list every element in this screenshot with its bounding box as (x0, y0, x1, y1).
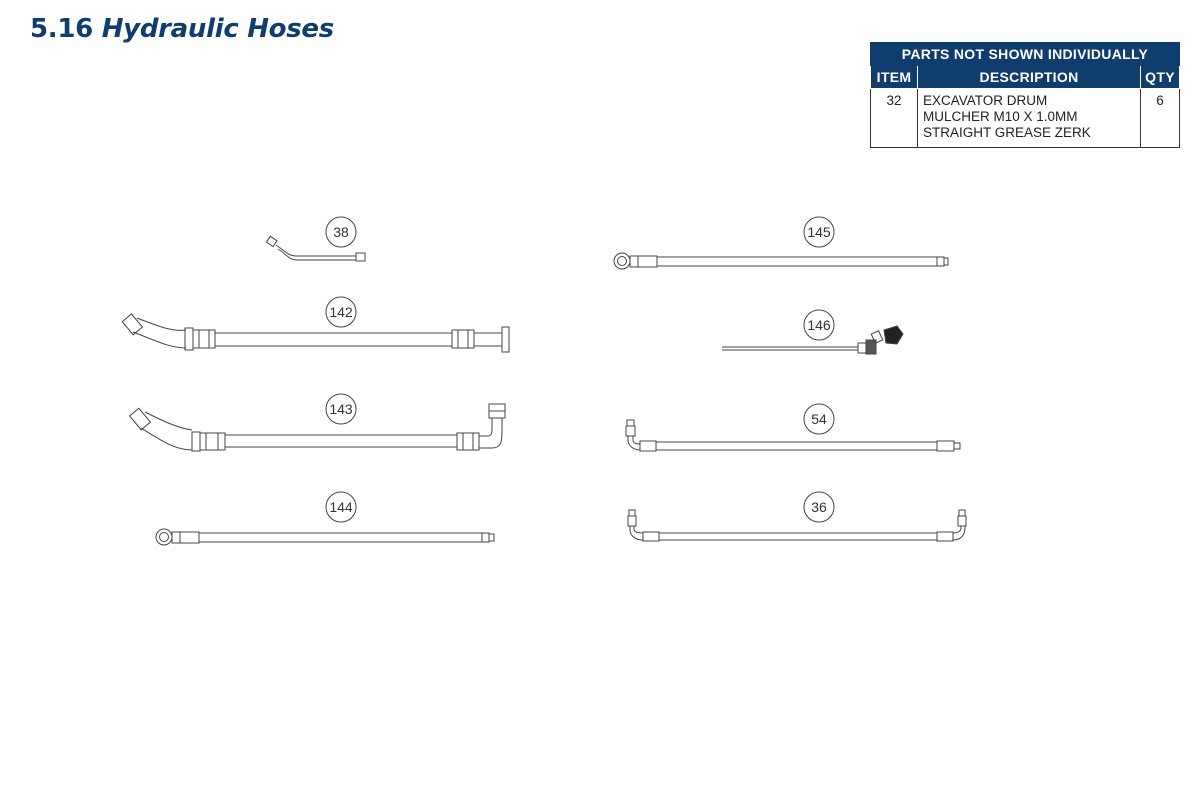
callout-145 (804, 217, 834, 247)
item-number-cell: 32 (871, 89, 918, 148)
hose-145 (614, 217, 948, 269)
callout-142 (326, 297, 356, 327)
hose-144 (156, 492, 494, 545)
callout-144 (326, 492, 356, 522)
callout-36 (804, 492, 834, 522)
section-name: Hydraulic Hoses (101, 14, 334, 44)
hose-142 (122, 297, 509, 352)
hose-143 (130, 394, 505, 451)
column-header-description: DESCRIPTION (918, 66, 1141, 89)
callout-146 (804, 310, 834, 340)
svg-text:143: 143 (329, 401, 353, 417)
hose-36 (628, 492, 966, 541)
svg-text:36: 36 (811, 499, 827, 515)
hose-146 (722, 310, 903, 354)
description-cell: EXCAVATOR DRUM MULCHER M10 X 1.0MM STRAIGHT GREASE ZERK (918, 89, 1141, 148)
column-header-qty: QTY (1141, 66, 1180, 89)
callout-38 (326, 217, 356, 247)
svg-text:38: 38 (333, 224, 349, 240)
qty-cell: 6 (1141, 89, 1180, 148)
hose-54 (626, 404, 960, 451)
svg-text:146: 146 (807, 317, 831, 333)
svg-text:145: 145 (807, 224, 831, 240)
svg-text:144: 144 (329, 499, 353, 515)
parts-table-banner: PARTS NOT SHOWN INDIVIDUALLY (871, 43, 1180, 66)
callout-54 (804, 404, 834, 434)
svg-text:54: 54 (811, 411, 827, 427)
hose-38 (266, 217, 365, 261)
section-number: 5.16 (30, 14, 93, 44)
column-header-item: ITEM (871, 66, 918, 89)
svg-text:142: 142 (329, 304, 353, 320)
callout-143 (326, 394, 356, 424)
